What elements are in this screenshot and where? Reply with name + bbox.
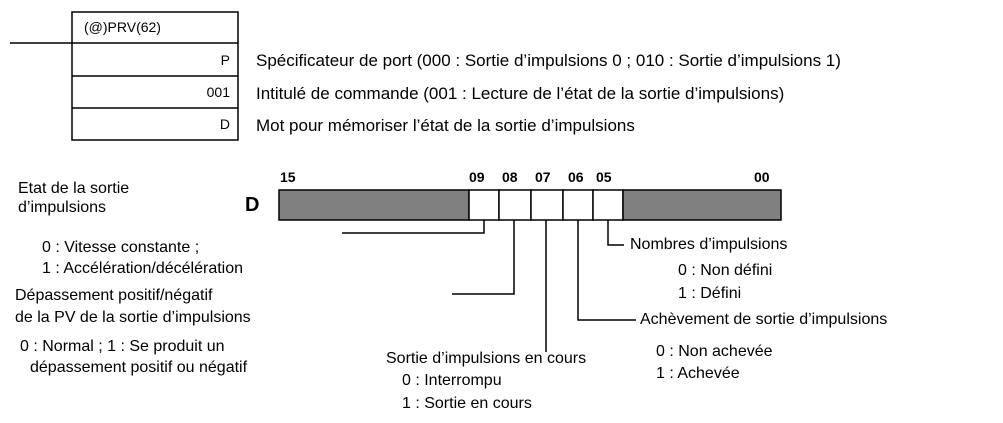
bit-label-00: 00 [754, 169, 770, 185]
bit-06-option-0: 0 : Non achevée [656, 343, 773, 360]
leader-bit-08 [452, 220, 514, 294]
operand-command-description: Intitulé de commande (001 : Lecture de l’état de la sortie d’impulsions) [256, 84, 785, 103]
operand-d-description: Mot pour mémoriser l’état de la sortie d’impulsions [256, 116, 635, 135]
operand-command-label: 001 [206, 84, 230, 100]
register-bit-05 [593, 190, 623, 220]
bit-09-title-line1: Etat de la sortie [18, 180, 130, 197]
bit-05-title: Nombres d’impulsions [630, 236, 788, 253]
bit-07-title: Sortie d’impulsions en cours [386, 350, 587, 367]
bit-06-title: Achèvement de sortie d’impulsions [640, 311, 888, 328]
register-reserved-high [279, 190, 469, 220]
bit-label-05: 05 [596, 169, 612, 185]
bit-05-option-1: 1 : Défini [678, 285, 742, 302]
operand-p-description: Spécificateur de port (000 : Sortie d’impulsions 0 ; 010 : Sortie d’impulsions 1) [256, 51, 841, 70]
register-bit-06 [563, 190, 593, 220]
operand-p-label: P [220, 52, 230, 68]
leader-bit-09 [342, 220, 484, 233]
bit-09-option-0: 0 : Vitesse constante ; [42, 239, 200, 256]
bit-08-title-line1: Dépassement positif/négatif [15, 287, 213, 304]
leader-bit-05 [608, 220, 624, 245]
bit-06-option-1: 1 : Achevée [656, 365, 740, 382]
bit-07-option-0: 0 : Interrompu [402, 372, 502, 389]
bit-label-08: 08 [502, 169, 518, 185]
register-bit-09 [469, 190, 499, 220]
instruction-mnemonic: (@)PRV(62) [84, 19, 161, 35]
bit-08-option-1: dépassement positif ou négatif [30, 359, 248, 376]
register-reserved-low [623, 190, 781, 220]
bit-05-option-0: 0 : Non défini [678, 262, 773, 279]
bit-label-06: 06 [568, 169, 584, 185]
bit-label-07: 07 [535, 169, 551, 185]
bit-label-09: 09 [469, 169, 485, 185]
bit-09-option-1: 1 : Accélération/décélération [42, 260, 244, 277]
bit-label-15: 15 [280, 169, 296, 185]
bit-08-option-0: 0 : Normal ; 1 : Se produit un [20, 338, 225, 355]
register-label: D [245, 194, 260, 216]
register-bit-08 [499, 190, 531, 220]
operand-d-label: D [219, 116, 230, 132]
register-bit-07 [531, 190, 563, 220]
leader-bit-06 [578, 220, 636, 320]
bit-09-title-line2: d’impulsions [18, 199, 107, 216]
bit-08-title-line2: de la PV de la sortie d’impulsions [15, 309, 251, 326]
bit-07-option-1: 1 : Sortie en cours [402, 395, 532, 412]
